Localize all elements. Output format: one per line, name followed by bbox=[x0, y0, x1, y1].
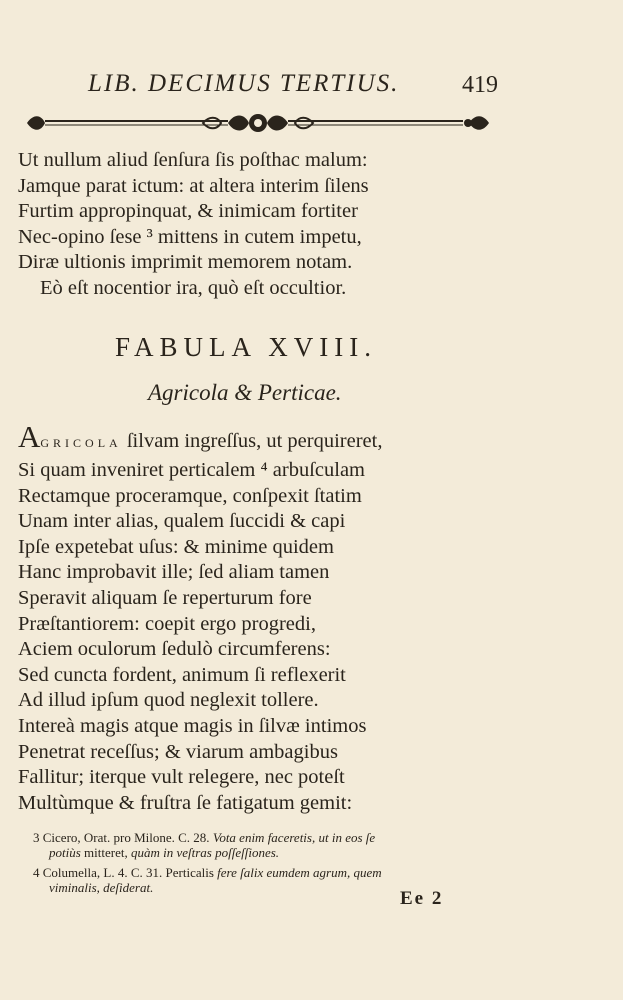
fable-subtitle: Agricola & Perticae. bbox=[148, 380, 342, 405]
footnote-continuation bbox=[33, 845, 503, 860]
verse-line: Ad illud ipſum quod neglexit tollere. bbox=[18, 689, 319, 712]
verse-line: Sed cuncta fordent, animum ſi reflexerit bbox=[18, 663, 346, 686]
dropcap: A bbox=[18, 419, 41, 454]
verse-line: Hanc improbavit ille; ſed aliam tamen bbox=[18, 561, 330, 584]
running-head: LIB. DECIMUS TERTIUS. bbox=[88, 70, 400, 97]
footnote-citation: Cicero, Orat. pro Milone. C. 28. bbox=[42, 830, 210, 845]
footnote-quote: fere ſalix eumdem agrum, quem bbox=[217, 865, 382, 880]
verse-line: Rectamque proceramque, conſpexit ſtatim bbox=[18, 484, 362, 507]
verse-line: Furtim appropinquat, & inimicam fortiter bbox=[18, 200, 358, 223]
verse-line: Fallitur; iterque vult relegere, nec poteſt bbox=[18, 766, 345, 789]
fable-title: FABULA XVIII. bbox=[115, 332, 377, 362]
verse-line: Multùmque & fruſtra ſe fatigatum gemit: bbox=[18, 791, 353, 814]
footnote-quote-part: potiùs bbox=[49, 845, 81, 860]
verse-line: Nec-opino ſese ³ mittens in cutem impetu, bbox=[18, 225, 362, 248]
signature-mark: Ee 2 bbox=[400, 888, 444, 909]
decorative-rule-ornament-icon bbox=[23, 110, 493, 136]
footnote bbox=[33, 830, 503, 860]
footnote-citation: Columella, L. 4. C. 31. Perticalis bbox=[42, 865, 214, 880]
first-line-rest: ſilvam ingreſſus, ut perquireret, bbox=[126, 430, 383, 452]
page-number: 419 bbox=[462, 72, 498, 98]
footnote-marker: 3 bbox=[33, 830, 40, 845]
verse-line: Si quam inveniret perticalem ⁴ arbuſculam bbox=[18, 459, 365, 481]
verse-line: Penetrat receſſus; & viarum ambagibus bbox=[18, 740, 338, 763]
verse-line: Eò eſt nocentior ira, quò eſt occultior. bbox=[40, 276, 347, 299]
verse-first-line bbox=[18, 421, 382, 458]
verse-line: Intereà magis atque magis in ſilvæ intimos bbox=[18, 714, 367, 737]
footnote-quote-part: quàm in veſtras poſſeſſiones. bbox=[130, 845, 280, 860]
verse-top bbox=[18, 148, 369, 302]
footnote-quote: Vota enim faceretis, ut in eos ſe bbox=[212, 830, 376, 845]
verse-line: Speravit aliquam ſe reperturum fore bbox=[18, 586, 312, 609]
verse-line: Aciem oculorum ſedulò circumferens: bbox=[18, 638, 331, 661]
verse-line: Ipſe expetebat uſus: & minime quidem bbox=[18, 535, 334, 558]
verse-line: Unam inter alias, qualem ſuccidi & capi bbox=[18, 510, 346, 533]
footnote-quote-part: mitteret, bbox=[84, 845, 128, 860]
verse-main bbox=[18, 421, 382, 816]
footnote-continuation: viminalis, deſiderat. bbox=[49, 880, 154, 895]
verse-line: Ut nullum aliud ſenſura ſis poſthac malum: bbox=[18, 149, 368, 171]
verse-line: Præſtantiorem: coepit ergo progredi, bbox=[18, 612, 316, 635]
smallcaps-word: gricola bbox=[40, 432, 122, 451]
verse-line: Diræ ultionis imprimit memorem notam. bbox=[18, 251, 353, 274]
footnote-marker: 4 bbox=[33, 865, 40, 880]
verse-line: Jamque parat ictum: at altera interim ſilens bbox=[18, 174, 369, 197]
